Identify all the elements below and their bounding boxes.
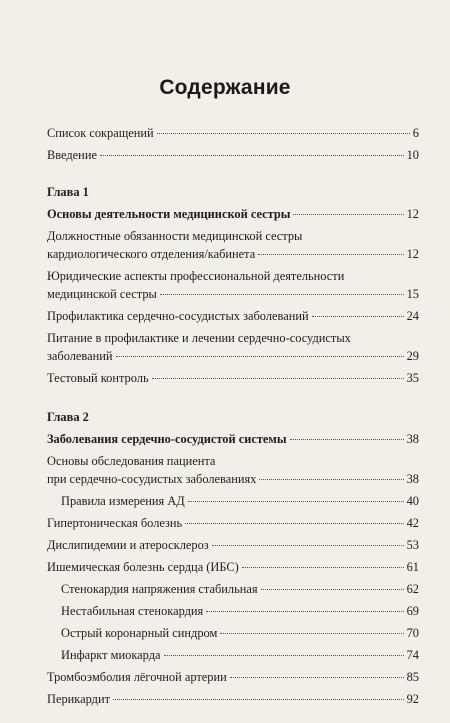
toc-entry-label: Правила измерения АД	[61, 494, 185, 508]
toc-page-number: 42	[406, 516, 419, 530]
toc-page-number: 24	[406, 309, 419, 323]
toc-page-number: 12	[406, 247, 419, 261]
toc-entry-unstable-angina[interactable]	[47, 602, 419, 620]
toc-entry-examination[interactable]	[47, 452, 419, 488]
dot-leader	[113, 699, 404, 700]
toc-entry-label-line1: Питание в профилактике и лечении сердечно-сосудистых	[47, 331, 351, 345]
toc-entry-label: Стенокардия напряжения стабильная	[61, 582, 258, 596]
toc-page-number: 10	[406, 148, 419, 162]
toc-page-number: 6	[412, 126, 419, 140]
dot-leader	[259, 479, 403, 480]
toc-entry-label: Введение	[47, 148, 97, 162]
dot-leader	[206, 611, 403, 612]
toc-page-number: 69	[406, 604, 419, 618]
toc-entry-label: при сердечно-сосудистых заболеваниях	[47, 472, 257, 486]
toc-entry-dyslipidemia[interactable]	[47, 536, 419, 554]
toc-entry-label: Нестабильная стенокардия	[61, 604, 204, 618]
toc-entry-label-line1: Основы обследования пациента	[47, 454, 216, 468]
toc-entry-abbreviations[interactable]	[47, 124, 419, 142]
chapter-1-heading: Глава 1	[47, 185, 89, 199]
dot-leader	[160, 294, 404, 295]
toc-page-number: 62	[406, 582, 419, 596]
dot-leader	[100, 155, 404, 156]
toc-entry-label: Тестовый контроль	[47, 371, 149, 385]
toc-entry-label: Инфаркт миокарда	[61, 648, 161, 662]
dot-leader	[220, 633, 403, 634]
toc-entry-myocardial-infarction[interactable]	[47, 646, 419, 664]
dot-leader	[242, 567, 404, 568]
toc-entry-label: медицинской сестры	[47, 287, 157, 301]
chapter-2-heading: Глава 2	[47, 410, 89, 424]
toc-entry-label-line1: Юридические аспекты профессиональной деятельности	[47, 269, 345, 283]
toc-entry-duties[interactable]	[47, 227, 419, 263]
toc-entry-pulmonary-embolism[interactable]	[47, 668, 419, 686]
toc-entry-label: Острый коронарный синдром	[61, 626, 218, 640]
toc-entry-stable-angina[interactable]	[47, 580, 419, 598]
toc-page-number: 92	[406, 692, 419, 706]
toc-entry-acute-coronary-syndrome[interactable]	[47, 624, 419, 642]
toc-entry-label: заболеваний	[47, 349, 113, 363]
dot-leader	[185, 523, 403, 524]
toc-entry-label: Ишемическая болезнь сердца (ИБС)	[47, 560, 239, 574]
dot-leader	[188, 501, 404, 502]
dot-leader	[152, 378, 404, 379]
toc-page-number: 40	[406, 494, 419, 508]
toc-entry-bp-measurement[interactable]	[47, 492, 419, 510]
toc-page-number: 61	[406, 560, 419, 574]
dot-leader	[157, 133, 410, 134]
dot-leader	[212, 545, 404, 546]
toc-entry-pericarditis[interactable]	[47, 690, 419, 708]
toc-page-number: 15	[406, 287, 419, 301]
toc-page-number: 53	[406, 538, 419, 552]
toc-page-number: 38	[406, 432, 419, 446]
toc-entry-nutrition[interactable]	[47, 329, 419, 365]
toc-entry-label: Тромбоэмболия лёгочной артерии	[47, 670, 227, 684]
dot-leader	[116, 356, 404, 357]
toc-page-number: 38	[406, 472, 419, 486]
dot-leader	[164, 655, 404, 656]
toc-page-number: 29	[406, 349, 419, 363]
dot-leader	[230, 677, 404, 678]
toc-entry-label: Список сокращений	[47, 126, 154, 140]
dot-leader	[290, 439, 404, 440]
dot-leader	[261, 589, 404, 590]
toc-page-number: 74	[406, 648, 419, 662]
chapter-1-section[interactable]	[47, 205, 419, 223]
toc-entry-label-line1: Должностные обязанности медицинской сестры	[47, 229, 303, 243]
dot-leader	[258, 254, 403, 255]
page-title: Содержание	[159, 76, 291, 99]
toc-entry-label: Перикардит	[47, 692, 110, 706]
toc-entry-label: Дислипидемии и атеросклероз	[47, 538, 209, 552]
toc-entry-label: Профилактика сердечно-сосудистых заболеваний	[47, 309, 309, 323]
toc-entry-label: кардиологического отделения/кабинета	[47, 247, 256, 261]
toc-section-label: Основы деятельности медицинской сестры	[47, 207, 291, 221]
toc-page-number: 85	[406, 670, 419, 684]
table-of-contents	[47, 124, 419, 712]
toc-page-number: 35	[406, 371, 419, 385]
toc-entry-ischemic-disease[interactable]	[47, 558, 419, 576]
toc-page-number: 70	[406, 626, 419, 640]
dot-leader	[312, 316, 404, 317]
toc-page-number: 12	[406, 207, 419, 221]
dot-leader	[293, 214, 403, 215]
toc-entry-introduction[interactable]	[47, 146, 419, 164]
toc-entry-test-control[interactable]	[47, 369, 419, 387]
toc-entry-label: Гипертоническая болезнь	[47, 516, 183, 530]
toc-section-label: Заболевания сердечно-сосудистой системы	[47, 432, 287, 446]
toc-entry-prevention[interactable]	[47, 307, 419, 325]
toc-entry-legal-aspects[interactable]	[47, 267, 419, 303]
toc-entry-hypertension[interactable]	[47, 514, 419, 532]
chapter-2-section[interactable]	[47, 430, 419, 448]
